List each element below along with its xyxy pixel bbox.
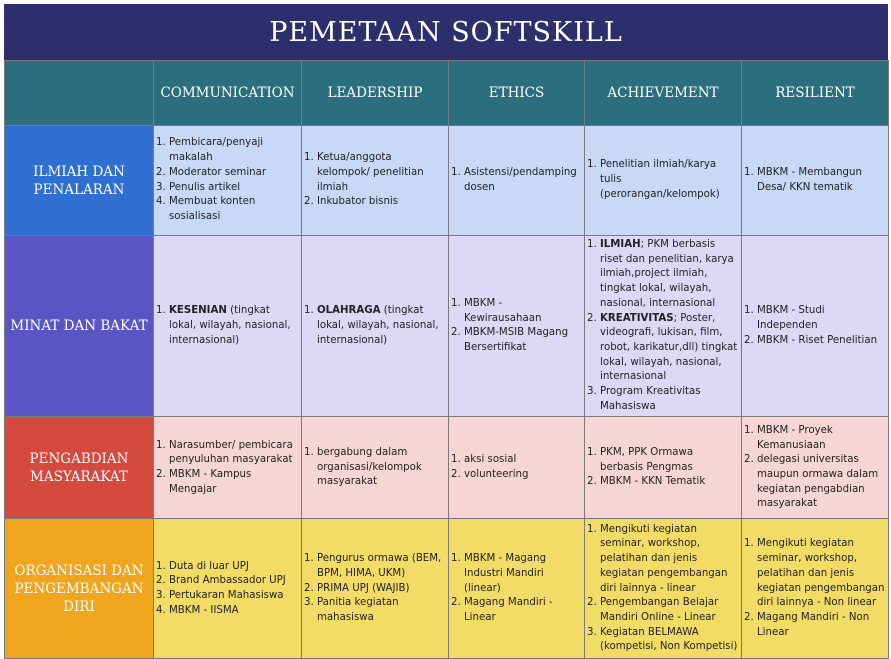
item-text: Magang Mandiri - Non Linear [757,611,870,638]
row-organisasi-pengembangan-diri [5,519,889,659]
list-item [464,166,581,195]
cell-organisasi-pengembangan-diri-resilient [742,519,889,659]
list-item [464,453,581,468]
list-item [757,537,885,611]
activity-list [453,552,581,626]
item-text: delegasi universitas maupun ormawa dalam kegiatan pengabdian masyarakat [757,454,879,510]
item-text: Penelitian ilmiah/karya tulis (perorangan/kelompok) [600,159,720,200]
item-bold-label: KREATIVITAS [600,312,674,324]
cell-ilmiah-penalaran-resilient [742,126,889,236]
item-bold-label: KESENIAN [169,305,227,317]
item-text: Asistensi/pendamping dosen [464,166,577,193]
column-header-communication: COMMUNICATION [154,61,302,126]
list-item [757,304,885,333]
cell-pengabdian-masyarakat-leadership [302,417,449,519]
activity-list [453,297,581,356]
item-text: Magang Mandiri - Linear [464,597,553,623]
item-text: PRIMA UPJ (WAJIB) [317,582,410,594]
item-text: MBKM - Membangun Desa/ KKN tematik [757,166,862,193]
cell-organisasi-pengembangan-diri-achievement [585,519,742,659]
cell-ilmiah-penalaran-leadership [302,126,449,236]
cell-pengabdian-masyarakat-communication [154,417,302,519]
item-text: (tingkat lokal, wilayah, nasional, internasional) [169,305,291,346]
activity-list [158,560,298,619]
list-item [169,574,298,589]
column-header-leadership: LEADERSHIP [302,61,449,126]
list-item [317,446,445,490]
list-item [169,468,298,497]
item-text: Kegiatan BELMAWA (kompetisi, Non Kompetisi) [600,626,738,653]
list-item [317,596,445,625]
list-item [317,582,445,597]
item-text: MBKM - IISMA [169,604,239,616]
item-bold-label: OLAHRAGA [317,305,381,317]
cell-pengabdian-masyarakat-achievement [585,417,742,519]
list-item [600,158,738,202]
item-text: MBKM - Kewirausahaan [464,297,542,324]
column-header-achievement: ACHIEVEMENT [585,61,742,126]
item-text: MBKM - Studi Independen [757,305,825,331]
item-text: aksi sosial [464,454,517,466]
list-item [169,604,298,619]
cell-ilmiah-penalaran-ethics [449,126,585,236]
list-item [317,304,445,348]
list-item [757,611,885,640]
cell-pengabdian-masyarakat-ethics [449,417,585,519]
item-text: bergabung dalam organisasi/kelompok masyarakat [317,446,422,488]
list-item [169,166,298,181]
item-text: volunteering [464,468,529,480]
cell-ilmiah-penalaran-achievement [585,126,742,236]
item-text: MBKM-MSIB Magang Bersertifikat [464,327,569,353]
activity-list [589,446,738,490]
list-item [169,560,298,575]
list-item [600,523,738,597]
activity-list [453,453,581,482]
activity-list [746,424,885,512]
cell-minat-bakat-resilient [742,236,889,417]
item-text: Panitia kegiatan mahasiswa [317,597,399,623]
list-item [757,424,885,453]
cell-minat-bakat-communication [154,236,302,417]
list-item [464,326,581,355]
list-item [169,589,298,604]
column-header-ethics: ETHICS [449,61,585,126]
list-item [757,453,885,512]
list-item [169,439,298,468]
list-item [169,195,298,224]
item-text: Pengurus ormawa (BEM, BPM, HIMA, UKM) [317,553,442,579]
item-text: Ketua/anggota kelompok/ penelitian ilmiah [317,152,424,193]
item-text: (tingkat lokal, wilayah, nasional, internasional) [317,305,439,346]
cell-organisasi-pengembangan-diri-communication [154,519,302,659]
list-item [464,468,581,483]
row-ilmiah-penalaran [5,126,889,236]
activity-list [746,166,885,195]
activity-list [453,166,581,195]
item-text: MBKM - Magang Industri Mandiri (linear) [464,553,547,594]
activity-list [589,523,738,655]
list-item [600,626,738,655]
list-item [169,136,298,165]
item-text: MBKM - KKN Tematik [600,476,706,488]
activity-list [158,136,298,224]
list-item [757,334,885,349]
page-title: PEMETAAN SOFTSKILL [4,4,888,60]
item-text: Mengikuti kegiatan seminar, workshop, pelatihan dan jenis kegiatan pengembangan diri lainnya - Non linear [757,538,885,609]
row-header-pengabdian-masyarakat: PENGABDIAN MASYARAKAT [5,417,154,519]
item-text: Pembicara/penyaji makalah [169,137,264,164]
item-text: Brand Ambassador UPJ [169,575,286,587]
cell-pengabdian-masyarakat-resilient [742,417,889,519]
activity-list [589,238,738,414]
list-item [464,596,581,625]
item-text: Pengembangan Belajar Mandiri Online - Linear [600,597,719,623]
item-bold-label: ILMIAH [600,239,641,250]
cell-minat-bakat-achievement [585,236,742,417]
cell-minat-bakat-ethics [449,236,585,417]
item-text: Duta di luar UPJ [169,560,249,572]
item-text: ; PKM berbasis riset dan penelitian, karya ilmiah,project ilmiah, tingkat lokal, wilayah, nasional, internasional [600,239,734,309]
cell-organisasi-pengembangan-diri-ethics [449,519,585,659]
softskill-table [4,60,889,659]
list-item [464,552,581,596]
row-header-ilmiah-penalaran: ILMIAH DAN PENALARAN [5,126,154,236]
activity-list [589,158,738,202]
list-item [317,151,445,195]
cell-minat-bakat-leadership [302,236,449,417]
activity-list [306,552,445,626]
item-text: MBKM - Proyek Kemanusiaan [757,424,833,451]
item-text: Penulis artikel [169,181,241,193]
activity-list [158,304,298,348]
list-item [757,166,885,195]
column-header-resilient: RESILIENT [742,61,889,126]
item-text: MBKM - Riset Penelitian [757,334,878,346]
header-row [5,61,889,126]
list-item [600,596,738,625]
item-text: Narasumber/ pembicara penyuluhan masyarakat [169,439,293,466]
cell-ilmiah-penalaran-communication [154,126,302,236]
list-item [169,181,298,196]
list-item [600,446,738,475]
activity-list [746,537,885,640]
list-item [317,552,445,581]
activity-list [158,439,298,498]
corner-cell [5,61,154,126]
list-item [317,195,445,210]
list-item [600,238,738,312]
row-minat-bakat [5,236,889,417]
cell-organisasi-pengembangan-diri-leadership [302,519,449,659]
list-item [169,304,298,348]
item-text: Program Kreativitas Mahasiswa [600,386,701,412]
item-text: Pertukaran Mahasiswa [169,589,284,601]
activity-list [306,304,445,348]
row-header-minat-bakat: MINAT DAN BAKAT [5,236,154,417]
list-item [600,385,738,414]
item-text: ; Poster, videografi, lukisan, film, robot, karikatur,dll) tingkat lokal, wilayah, nasional, internasional [600,312,738,383]
activity-list [306,151,445,210]
activity-list [306,446,445,490]
list-item [600,475,738,490]
list-item [464,297,581,326]
row-header-organisasi-pengembangan-diri: ORGANISASI DAN PENGEMBANGAN DIRI [5,519,154,659]
row-pengabdian-masyarakat [5,417,889,519]
item-text: PKM, PPK Ormawa berbasis Pengmas [600,446,694,473]
item-text: Inkubator bisnis [317,196,399,208]
item-text: Membuat konten sosialisasi [169,196,256,222]
activity-list [746,304,885,348]
list-item [600,312,738,386]
item-text: MBKM - Kampus Mengajar [169,468,252,495]
item-text: Moderator seminar [169,166,267,178]
item-text: Mengikuti kegiatan seminar, workshop, pelatihan dan jenis kegiatan pengembangan diri lainnya - linear [600,523,728,594]
